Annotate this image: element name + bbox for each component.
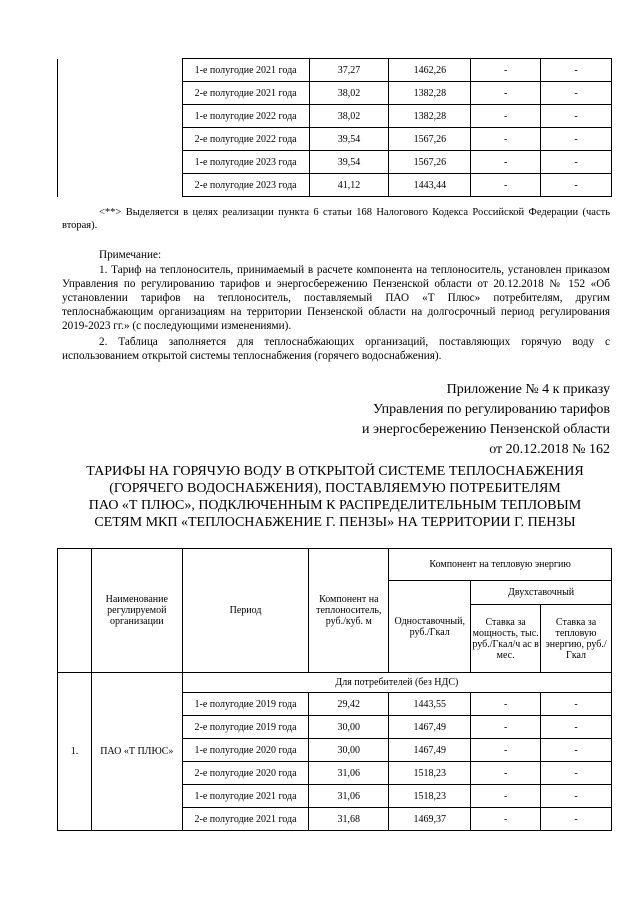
cell-energy: - — [541, 151, 612, 174]
appendix-line: Приложение № 4 к приказу — [446, 382, 610, 397]
cell-single: 1382,28 — [389, 82, 471, 105]
cell-energy: - — [541, 128, 612, 151]
cell-period: 2-е полугодие 2020 года — [182, 762, 309, 785]
cell-single: 1467,49 — [389, 739, 471, 762]
header-energy: Ставка за тепловую энергию, руб./Гкал — [541, 605, 612, 673]
cell-single: 1567,26 — [389, 128, 471, 151]
cell-power: - — [471, 808, 541, 831]
cell-single: 1462,26 — [389, 59, 471, 82]
cell-period: 2-е полугодие 2022 года — [182, 128, 309, 151]
cell-period: 1-е полугодие 2020 года — [182, 739, 309, 762]
cell-power: - — [471, 128, 541, 151]
table-row — [58, 82, 612, 105]
title-line: (ГОРЯЧЕГО ВОДОСНАБЖЕНИЯ), ПОСТАВЛЯЕМУЮ ПОТРЕБИТЕЛЯМ — [109, 481, 561, 496]
header-power: Ставка за мощность, тыс. руб./Гкал/ч ас в мес. — [471, 605, 541, 673]
cell-single: 1567,26 — [389, 151, 471, 174]
title-line: ТАРИФЫ НА ГОРЯЧУЮ ВОДУ В ОТКРЫТОЙ СИСТЕМЕ ТЕПЛОСНАБЖЕНИЯ — [86, 464, 584, 479]
cell-power: - — [471, 785, 541, 808]
header-num — [58, 549, 92, 673]
cell-carrier: 39,54 — [309, 128, 389, 151]
cell-period: 2-е полугодие 2023 года — [182, 174, 309, 197]
cell-period: 1-е полугодие 2023 года — [182, 151, 309, 174]
header-period: Период — [182, 549, 309, 673]
cell-carrier: 39,54 — [309, 151, 389, 174]
section-label: Для потребителей (без НДС) — [182, 673, 611, 693]
cell-power: - — [471, 174, 541, 197]
cell-period: 1-е полугодие 2021 года — [182, 785, 309, 808]
note-item-2: 2. Таблица заполняется для теплоснабжающих организаций, поставляющих горячую воду с использованием открытой системы теплоснабжения (горячего водоснабжения). — [62, 336, 610, 362]
appendix-block — [362, 380, 610, 460]
cell-energy: - — [541, 693, 612, 716]
cell-single: 1382,28 — [389, 105, 471, 128]
title-line: СЕТЯМ МКП «ТЕПЛОСНАБЖЕНИЕ Г. ПЕНЗЫ» НА ТЕРРИТОРИИ Г. ПЕНЗЫ — [94, 515, 576, 530]
header-single: Одноставочный, руб./Гкал — [389, 581, 471, 673]
org-cell-continued — [58, 82, 183, 105]
org-cell-continued — [58, 174, 183, 197]
cell-carrier: 31,06 — [309, 762, 389, 785]
cell-power: - — [471, 59, 541, 82]
header-org: Наименование регулируемой организации — [91, 549, 182, 673]
cell-single: 1467,49 — [389, 716, 471, 739]
note-title: Примечание: — [99, 249, 162, 261]
cell-carrier: 38,02 — [309, 82, 389, 105]
table-row — [58, 105, 612, 128]
cell-carrier: 31,68 — [309, 808, 389, 831]
cell-power: - — [471, 739, 541, 762]
document-title — [40, 463, 630, 531]
title-line: ПАО «Т ПЛЮС», ПОДКЛЮЧЕННЫМ К РАСПРЕДЕЛИТЕЛЬНЫМ ТЕПЛОВЫМ — [88, 498, 582, 513]
cell-power: - — [471, 716, 541, 739]
cell-energy: - — [541, 105, 612, 128]
table-row — [58, 174, 612, 197]
cell-energy: - — [541, 82, 612, 105]
cell-carrier: 38,02 — [309, 105, 389, 128]
cell-power: - — [471, 105, 541, 128]
appendix-line: и энергосбережению Пензенской области — [362, 422, 610, 437]
cell-power: - — [471, 762, 541, 785]
appendix-line: от 20.12.2018 № 162 — [489, 442, 610, 457]
header-double: Двухставочный — [471, 581, 612, 605]
cell-energy: - — [541, 174, 612, 197]
cell-single: 1518,23 — [389, 762, 471, 785]
cell-single: 1443,44 — [389, 174, 471, 197]
cell-period: 1-е полугодие 2022 года — [182, 105, 309, 128]
cell-energy: - — [541, 716, 612, 739]
cell-single: 1518,23 — [389, 785, 471, 808]
table-row — [58, 128, 612, 151]
cell-carrier: 30,00 — [309, 716, 389, 739]
note-item-1: 1. Тариф на теплоноситель, принимаемый в расчете компонента на теплоноситель, установлен приказом Управления по регулированию тарифов и энергосбережению Пензенской области от 20.12.2018 № 152 «Об установлении тарифов на теплоноситель, поставляемый ПАО «Т Плюс» потребителям, другим теплоснабжающим организациям на территории Пензенской области на долгосрочный период регулирования 2019-2023 гг.» (с последующими изменениями). — [62, 264, 610, 332]
cell-period: 2-е полугодие 2021 года — [182, 808, 309, 831]
org-cell-continued — [58, 105, 183, 128]
table-row — [58, 59, 612, 82]
tariff-table — [57, 548, 612, 831]
appendix-line: Управления по регулированию тарифов — [372, 402, 610, 417]
cell-period: 2-е полугодие 2019 года — [182, 716, 309, 739]
org-cell-continued — [58, 59, 183, 82]
cell-power: - — [471, 151, 541, 174]
cell-period: 1-е полугодие 2021 года — [182, 59, 309, 82]
top-tariff-table — [57, 58, 612, 197]
cell-energy: - — [541, 808, 612, 831]
cell-energy: - — [541, 762, 612, 785]
cell-energy: - — [541, 739, 612, 762]
org-cell-continued — [58, 151, 183, 174]
cell-carrier: 31,06 — [309, 785, 389, 808]
cell-energy: - — [541, 785, 612, 808]
cell-power: - — [471, 82, 541, 105]
cell-period: 2-е полугодие 2021 года — [182, 82, 309, 105]
org-name: ПАО «Т ПЛЮС» — [91, 673, 182, 831]
cell-energy: - — [541, 59, 612, 82]
cell-period: 1-е полугодие 2019 года — [182, 693, 309, 716]
header-carrier: Компонент на теплоноситель, руб./куб. м — [309, 549, 389, 673]
cell-carrier: 37,27 — [309, 59, 389, 82]
cell-power: - — [471, 693, 541, 716]
row-number: 1. — [58, 673, 92, 831]
cell-single: 1443,55 — [389, 693, 471, 716]
cell-carrier: 30,00 — [309, 739, 389, 762]
footnote: <**> Выделяется в целях реализации пункта 6 статьи 168 Налогового Кодекса Российской Федерации (часть вторая). — [62, 207, 610, 231]
cell-carrier: 29,42 — [309, 693, 389, 716]
header-heat: Компонент на тепловую энергию — [389, 549, 612, 581]
cell-carrier: 41,12 — [309, 174, 389, 197]
org-cell-continued — [58, 128, 183, 151]
cell-single: 1469,37 — [389, 808, 471, 831]
table-row — [58, 151, 612, 174]
